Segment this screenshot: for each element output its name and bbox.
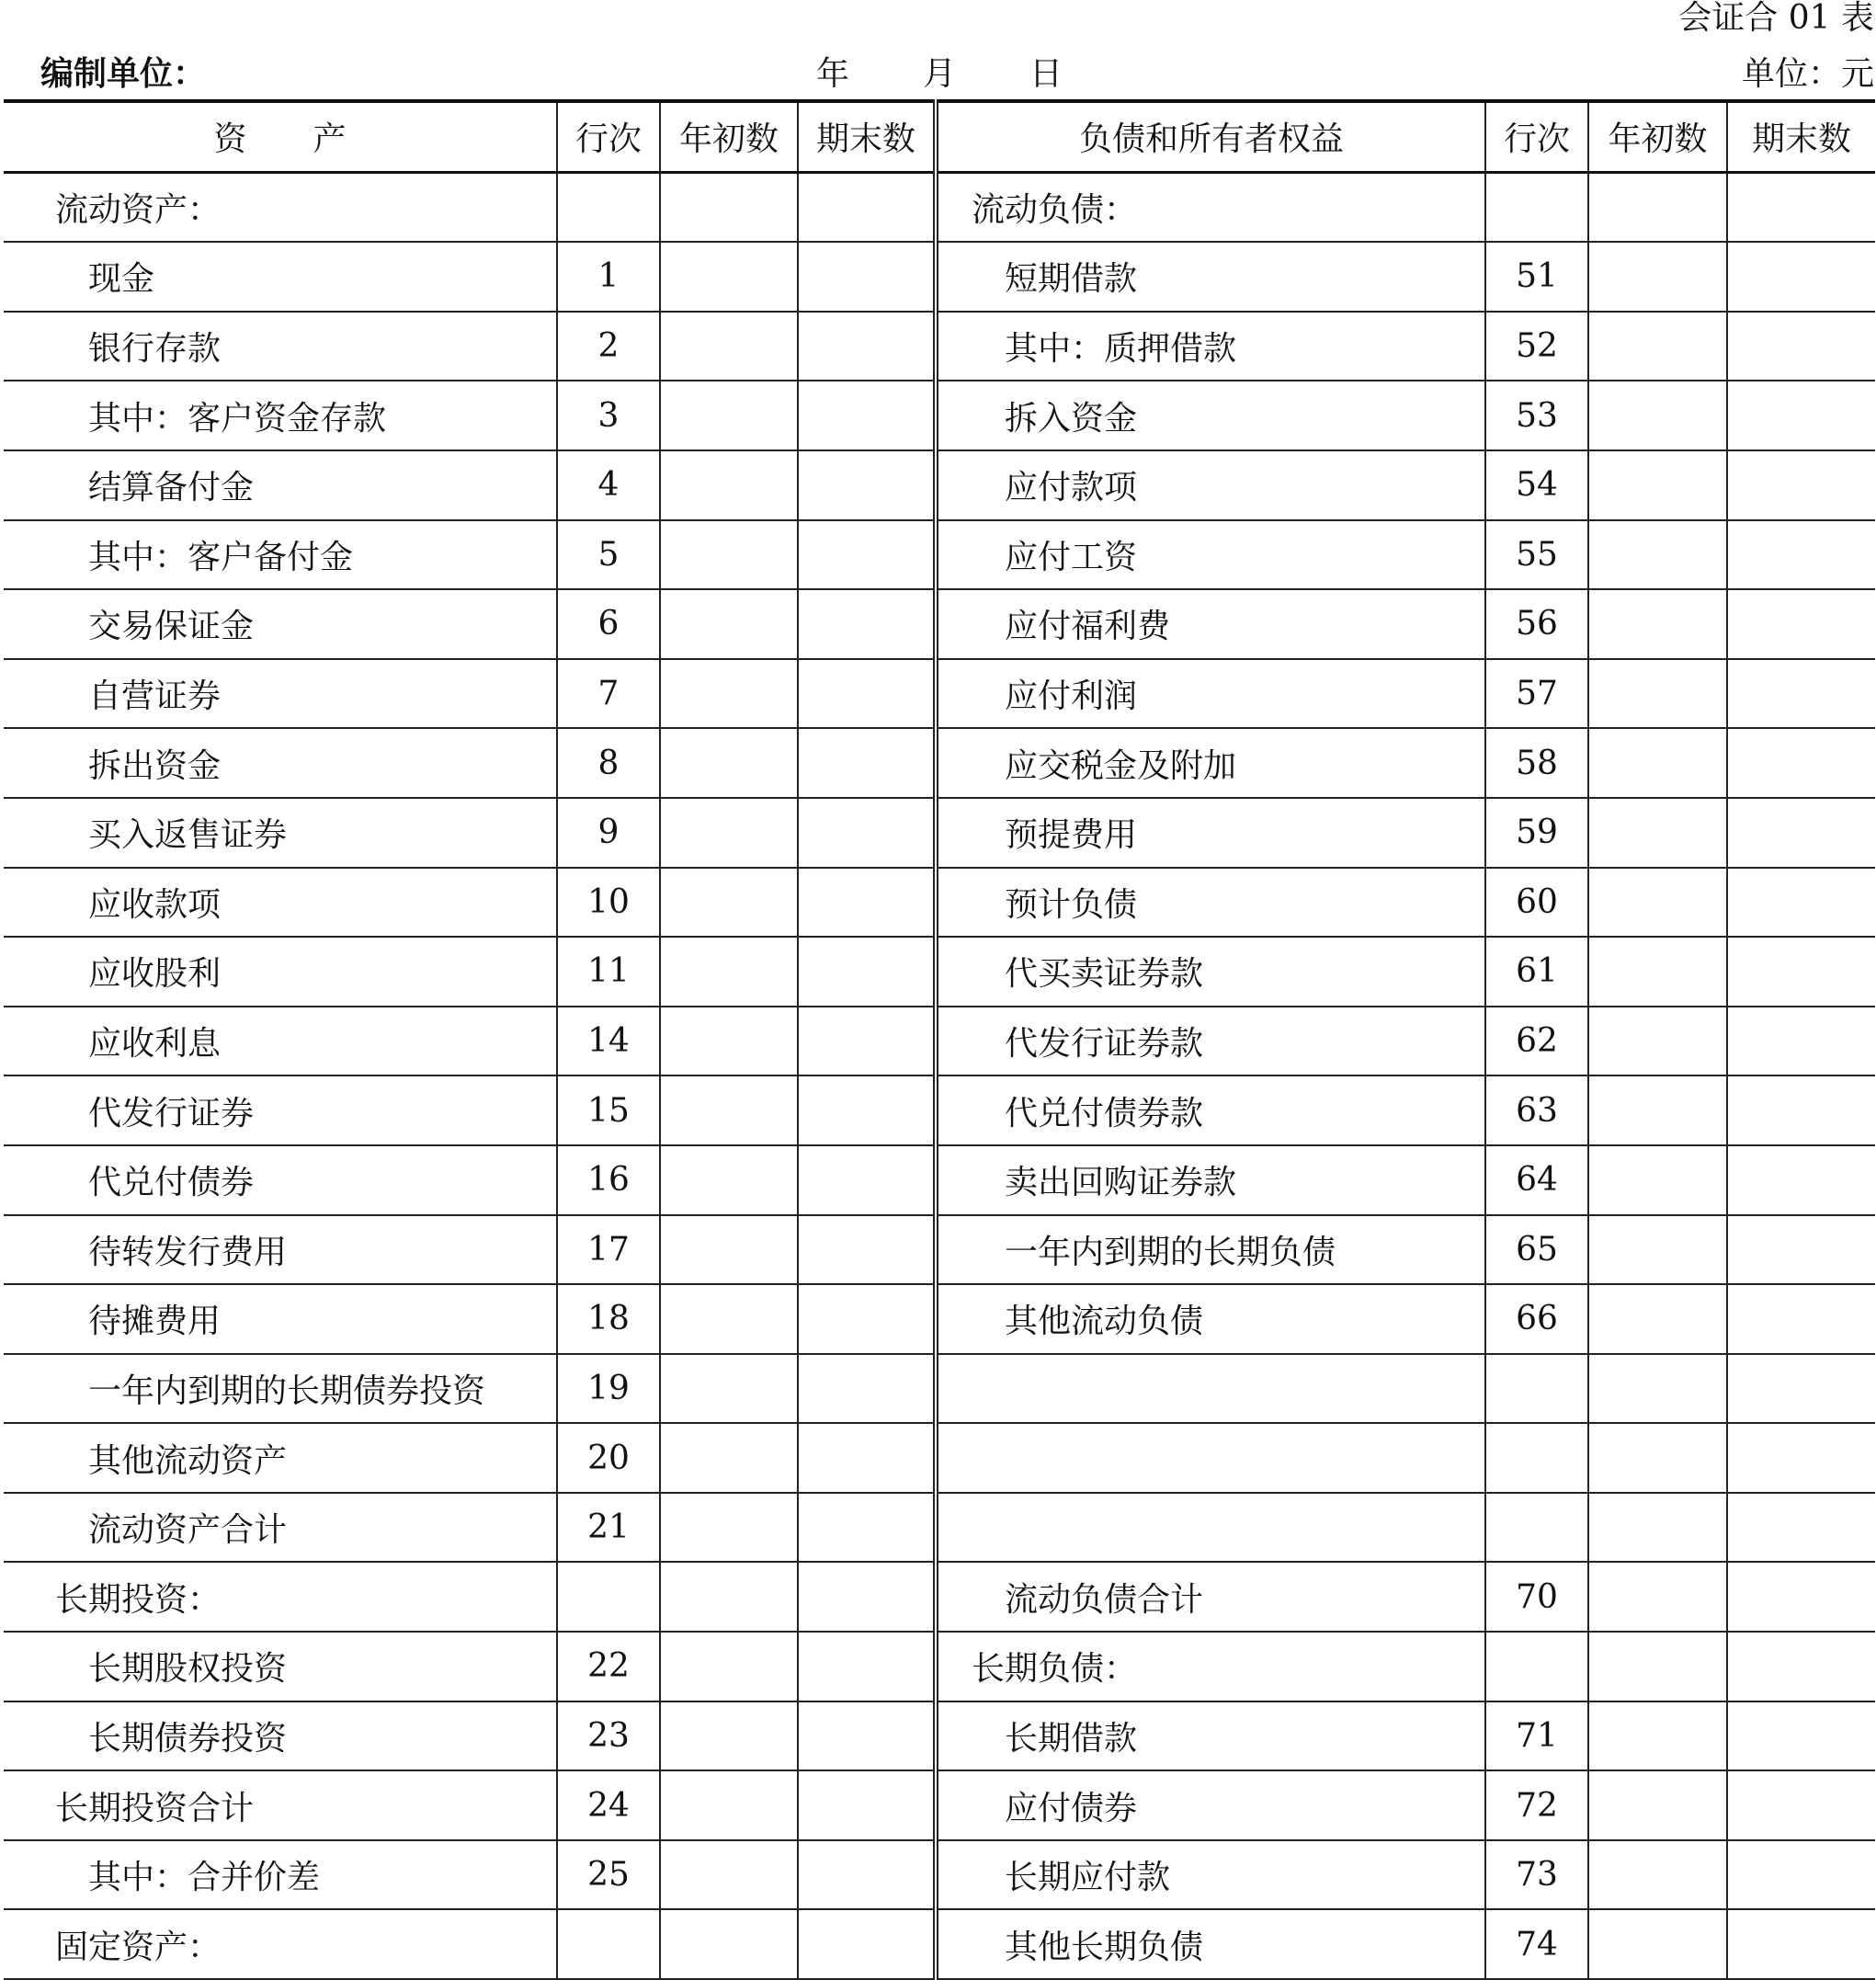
liability-row-no: 66: [1485, 1284, 1588, 1354]
asset-year-begin-cell: [660, 728, 798, 798]
liability-item: 预计负债: [936, 868, 1485, 938]
asset-year-begin-cell: [660, 1284, 798, 1354]
asset-period-end-cell: [798, 1423, 936, 1493]
date-month: 月: [923, 55, 957, 93]
currency-unit: 单位：元: [1741, 55, 1874, 93]
liability-period-end-cell: [1727, 1632, 1875, 1701]
liability-item: 应付福利费: [936, 589, 1485, 659]
table-body: [4, 172, 1875, 1979]
asset-row-no: 5: [557, 520, 660, 590]
liability-row-no: 54: [1485, 450, 1588, 520]
asset-row-no: 14: [557, 1007, 660, 1076]
asset-item: 结算备付金: [4, 450, 557, 520]
liability-period-end-cell: [1727, 659, 1875, 729]
liability-period-end-cell: [1727, 1007, 1875, 1076]
asset-row-no: 7: [557, 659, 660, 729]
liability-year-begin-cell: [1588, 659, 1727, 729]
liability-item: 其中：质押借款: [936, 312, 1485, 381]
liability-year-begin-cell: [1588, 1701, 1727, 1771]
liability-year-begin-cell: [1588, 1215, 1727, 1285]
liability-year-begin-cell: [1588, 172, 1727, 242]
table-row: [4, 1840, 1875, 1910]
asset-item: 代发行证券: [4, 1075, 557, 1145]
liability-year-begin-cell: [1588, 728, 1727, 798]
liability-period-end-cell: [1727, 798, 1875, 868]
liability-item: 其他长期负债: [936, 1909, 1485, 1979]
asset-year-begin-cell: [660, 172, 798, 242]
asset-period-end-cell: [798, 1215, 936, 1285]
asset-period-end-cell: [798, 1770, 936, 1840]
asset-period-end-cell: [798, 312, 936, 381]
asset-row-no: 3: [557, 381, 660, 450]
asset-row-no: 17: [557, 1215, 660, 1285]
table-row: [4, 172, 1875, 242]
liability-year-begin-cell: [1588, 868, 1727, 938]
asset-row-no: 9: [557, 798, 660, 868]
liability-year-begin-cell: [1588, 381, 1727, 450]
table-row: [4, 1145, 1875, 1215]
form-code: 会证合 01 表: [1678, 0, 1874, 37]
date-day: 日: [1029, 55, 1063, 93]
asset-item: 待转发行费用: [4, 1215, 557, 1285]
table-row: [4, 1215, 1875, 1285]
asset-row-no: [557, 172, 660, 242]
liability-row-no: 52: [1485, 312, 1588, 381]
asset-row-no: 2: [557, 312, 660, 381]
liability-year-begin-cell: [1588, 937, 1727, 1007]
asset-period-end-cell: [798, 172, 936, 242]
header-assets: 资 产: [4, 101, 557, 172]
liability-row-no: [1485, 1354, 1588, 1424]
liability-item: 流动负债：: [936, 172, 1485, 242]
liability-item: 短期借款: [936, 242, 1485, 312]
table-row: [4, 728, 1875, 798]
asset-year-begin-cell: [660, 1840, 798, 1910]
liability-row-no: 53: [1485, 381, 1588, 450]
table-row: [4, 242, 1875, 312]
asset-period-end-cell: [798, 1562, 936, 1632]
balance-sheet-table: [4, 99, 1875, 1980]
asset-row-no: 19: [557, 1354, 660, 1424]
asset-item: 长期投资：: [4, 1562, 557, 1632]
asset-year-begin-cell: [660, 659, 798, 729]
liability-row-no: [1485, 1423, 1588, 1493]
asset-item: 应收款项: [4, 868, 557, 938]
liability-period-end-cell: [1727, 1145, 1875, 1215]
asset-item: 其他流动资产: [4, 1423, 557, 1493]
liability-period-end-cell: [1727, 728, 1875, 798]
liability-item: 应付工资: [936, 520, 1485, 590]
liability-item: 拆入资金: [936, 381, 1485, 450]
header-year-begin-right: 年初数: [1588, 101, 1727, 172]
liability-row-no: 56: [1485, 589, 1588, 659]
liability-item: 应付利润: [936, 659, 1485, 729]
liability-item: [936, 1354, 1485, 1424]
liability-row-no: [1485, 1493, 1588, 1563]
asset-period-end-cell: [798, 1354, 936, 1424]
table-row: [4, 1770, 1875, 1840]
asset-year-begin-cell: [660, 381, 798, 450]
liability-row-no: 51: [1485, 242, 1588, 312]
asset-year-begin-cell: [660, 1493, 798, 1563]
table-row: [4, 1075, 1875, 1145]
asset-period-end-cell: [798, 1840, 936, 1910]
asset-row-no: 15: [557, 1075, 660, 1145]
liability-year-begin-cell: [1588, 1423, 1727, 1493]
liability-item: 其他流动负债: [936, 1284, 1485, 1354]
liability-year-begin-cell: [1588, 1770, 1727, 1840]
liability-period-end-cell: [1727, 1284, 1875, 1354]
liability-period-end-cell: [1727, 1909, 1875, 1979]
header-row-no-right: 行次: [1485, 101, 1588, 172]
liability-item: 卖出回购证券款: [936, 1145, 1485, 1215]
table-row: [4, 450, 1875, 520]
asset-year-begin-cell: [660, 1215, 798, 1285]
header-liabilities-equity: 负债和所有者权益: [936, 101, 1485, 172]
asset-item: 交易保证金: [4, 589, 557, 659]
asset-year-begin-cell: [660, 1075, 798, 1145]
liability-period-end-cell: [1727, 1701, 1875, 1771]
table-row: [4, 589, 1875, 659]
asset-item: 自营证券: [4, 659, 557, 729]
asset-year-begin-cell: [660, 1007, 798, 1076]
liability-row-no: 71: [1485, 1701, 1588, 1771]
asset-year-begin-cell: [660, 520, 798, 590]
liability-year-begin-cell: [1588, 1562, 1727, 1632]
asset-period-end-cell: [798, 659, 936, 729]
table-row: [4, 1632, 1875, 1701]
liability-row-no: 70: [1485, 1562, 1588, 1632]
liability-year-begin-cell: [1588, 1840, 1727, 1910]
asset-year-begin-cell: [660, 589, 798, 659]
asset-period-end-cell: [798, 381, 936, 450]
table-row: [4, 381, 1875, 450]
asset-item: 其中：客户备付金: [4, 520, 557, 590]
liability-item: 代兑付债券款: [936, 1075, 1485, 1145]
asset-item: 应收股利: [4, 937, 557, 1007]
liability-period-end-cell: [1727, 172, 1875, 242]
asset-period-end-cell: [798, 1145, 936, 1215]
asset-item: 银行存款: [4, 312, 557, 381]
asset-year-begin-cell: [660, 798, 798, 868]
liability-year-begin-cell: [1588, 1284, 1727, 1354]
liability-period-end-cell: [1727, 1493, 1875, 1563]
asset-item: 长期投资合计: [4, 1770, 557, 1840]
liability-item: 长期借款: [936, 1701, 1485, 1771]
asset-row-no: 20: [557, 1423, 660, 1493]
asset-year-begin-cell: [660, 1145, 798, 1215]
liability-year-begin-cell: [1588, 1075, 1727, 1145]
asset-row-no: 22: [557, 1632, 660, 1701]
liability-item: 长期负债：: [936, 1632, 1485, 1701]
liability-period-end-cell: [1727, 1562, 1875, 1632]
asset-period-end-cell: [798, 1701, 936, 1771]
asset-row-no: 4: [557, 450, 660, 520]
asset-year-begin-cell: [660, 1562, 798, 1632]
liability-period-end-cell: [1727, 1770, 1875, 1840]
prepared-by-label: 编制单位：: [40, 54, 207, 93]
liability-row-no: 55: [1485, 520, 1588, 590]
asset-period-end-cell: [798, 589, 936, 659]
liability-row-no: 74: [1485, 1909, 1588, 1979]
liability-period-end-cell: [1727, 868, 1875, 938]
liability-item: 代买卖证券款: [936, 937, 1485, 1007]
table-row: [4, 1007, 1875, 1076]
report-date: [816, 48, 1063, 95]
asset-period-end-cell: [798, 1493, 936, 1563]
liability-period-end-cell: [1727, 1840, 1875, 1910]
asset-item: 现金: [4, 242, 557, 312]
liability-row-no: 57: [1485, 659, 1588, 729]
table-header-row: [4, 101, 1875, 172]
liability-row-no: 63: [1485, 1075, 1588, 1145]
liability-row-no: 62: [1485, 1007, 1588, 1076]
liability-year-begin-cell: [1588, 520, 1727, 590]
table-row: [4, 1909, 1875, 1979]
liability-row-no: [1485, 1632, 1588, 1701]
asset-period-end-cell: [798, 798, 936, 868]
asset-period-end-cell: [798, 937, 936, 1007]
liability-year-begin-cell: [1588, 1007, 1727, 1076]
asset-row-no: 8: [557, 728, 660, 798]
asset-year-begin-cell: [660, 937, 798, 1007]
table-row: [4, 937, 1875, 1007]
date-year: 年: [816, 55, 850, 93]
asset-item: 一年内到期的长期债券投资: [4, 1354, 557, 1424]
liability-period-end-cell: [1727, 1075, 1875, 1145]
asset-row-no: 6: [557, 589, 660, 659]
liability-year-begin-cell: [1588, 589, 1727, 659]
liability-year-begin-cell: [1588, 242, 1727, 312]
asset-row-no: 21: [557, 1493, 660, 1563]
table-row: [4, 659, 1875, 729]
asset-item: 其中：客户资金存款: [4, 381, 557, 450]
liability-period-end-cell: [1727, 312, 1875, 381]
asset-period-end-cell: [798, 1007, 936, 1076]
asset-item: 流动资产：: [4, 172, 557, 242]
liability-row-no: 60: [1485, 868, 1588, 938]
table-row: [4, 1284, 1875, 1354]
asset-period-end-cell: [798, 450, 936, 520]
liability-item: [936, 1423, 1485, 1493]
asset-year-begin-cell: [660, 868, 798, 938]
asset-year-begin-cell: [660, 1770, 798, 1840]
liability-row-no: 65: [1485, 1215, 1588, 1285]
liability-item: [936, 1493, 1485, 1563]
asset-item: 长期债券投资: [4, 1701, 557, 1771]
asset-year-begin-cell: [660, 242, 798, 312]
liability-row-no: 59: [1485, 798, 1588, 868]
liability-period-end-cell: [1727, 1423, 1875, 1493]
liability-year-begin-cell: [1588, 450, 1727, 520]
asset-item: 长期股权投资: [4, 1632, 557, 1701]
liability-year-begin-cell: [1588, 312, 1727, 381]
asset-item: 其中：合并价差: [4, 1840, 557, 1910]
asset-row-no: 1: [557, 242, 660, 312]
asset-row-no: 16: [557, 1145, 660, 1215]
asset-year-begin-cell: [660, 1354, 798, 1424]
asset-period-end-cell: [798, 728, 936, 798]
asset-item: 流动资产合计: [4, 1493, 557, 1563]
liability-item: 预提费用: [936, 798, 1485, 868]
asset-year-begin-cell: [660, 1632, 798, 1701]
liability-row-no: 64: [1485, 1145, 1588, 1215]
liability-period-end-cell: [1727, 589, 1875, 659]
liability-period-end-cell: [1727, 1215, 1875, 1285]
liability-period-end-cell: [1727, 242, 1875, 312]
asset-row-no: 10: [557, 868, 660, 938]
asset-period-end-cell: [798, 868, 936, 938]
liability-item: 应交税金及附加: [936, 728, 1485, 798]
liability-period-end-cell: [1727, 520, 1875, 590]
liability-year-begin-cell: [1588, 1145, 1727, 1215]
asset-year-begin-cell: [660, 450, 798, 520]
table-row: [4, 798, 1875, 868]
asset-item: 应收利息: [4, 1007, 557, 1076]
table-row: [4, 1423, 1875, 1493]
liability-row-no: 72: [1485, 1770, 1588, 1840]
table-row: [4, 312, 1875, 381]
liability-year-begin-cell: [1588, 798, 1727, 868]
liability-item: 代发行证券款: [936, 1007, 1485, 1076]
asset-period-end-cell: [798, 1909, 936, 1979]
table-row: [4, 520, 1875, 590]
liability-item: 流动负债合计: [936, 1562, 1485, 1632]
table-row: [4, 1354, 1875, 1424]
asset-row-no: 11: [557, 937, 660, 1007]
asset-row-no: [557, 1909, 660, 1979]
asset-row-no: 24: [557, 1770, 660, 1840]
header-period-end: 期末数: [798, 101, 936, 172]
asset-item: 代兑付债券: [4, 1145, 557, 1215]
liability-row-no: [1485, 172, 1588, 242]
asset-item: 固定资产：: [4, 1909, 557, 1979]
liability-year-begin-cell: [1588, 1354, 1727, 1424]
liability-row-no: 61: [1485, 937, 1588, 1007]
liability-year-begin-cell: [1588, 1493, 1727, 1563]
asset-year-begin-cell: [660, 1701, 798, 1771]
asset-year-begin-cell: [660, 1423, 798, 1493]
asset-year-begin-cell: [660, 1909, 798, 1979]
header-row-no: 行次: [557, 101, 660, 172]
table-row: [4, 1701, 1875, 1771]
liability-period-end-cell: [1727, 450, 1875, 520]
asset-item: 待摊费用: [4, 1284, 557, 1354]
asset-item: 拆出资金: [4, 728, 557, 798]
liability-row-no: 58: [1485, 728, 1588, 798]
asset-item: 买入返售证券: [4, 798, 557, 868]
table-row: [4, 1562, 1875, 1632]
liability-period-end-cell: [1727, 1354, 1875, 1424]
liability-item: 应付款项: [936, 450, 1485, 520]
liability-item: 应付债券: [936, 1770, 1485, 1840]
report-header: [0, 48, 1876, 93]
liability-period-end-cell: [1727, 937, 1875, 1007]
liability-period-end-cell: [1727, 381, 1875, 450]
asset-period-end-cell: [798, 1075, 936, 1145]
asset-period-end-cell: [798, 1284, 936, 1354]
header-year-begin: 年初数: [660, 101, 798, 172]
asset-row-no: 25: [557, 1840, 660, 1910]
asset-period-end-cell: [798, 242, 936, 312]
liability-row-no: 73: [1485, 1840, 1588, 1910]
liability-item: 一年内到期的长期负债: [936, 1215, 1485, 1285]
liability-year-begin-cell: [1588, 1909, 1727, 1979]
asset-row-no: 23: [557, 1701, 660, 1771]
liability-item: 长期应付款: [936, 1840, 1485, 1910]
table-row: [4, 868, 1875, 938]
liability-year-begin-cell: [1588, 1632, 1727, 1701]
header-period-end-right: 期末数: [1727, 101, 1875, 172]
table-row: [4, 1493, 1875, 1563]
asset-year-begin-cell: [660, 312, 798, 381]
asset-period-end-cell: [798, 520, 936, 590]
asset-row-no: 18: [557, 1284, 660, 1354]
asset-period-end-cell: [798, 1632, 936, 1701]
asset-row-no: [557, 1562, 660, 1632]
